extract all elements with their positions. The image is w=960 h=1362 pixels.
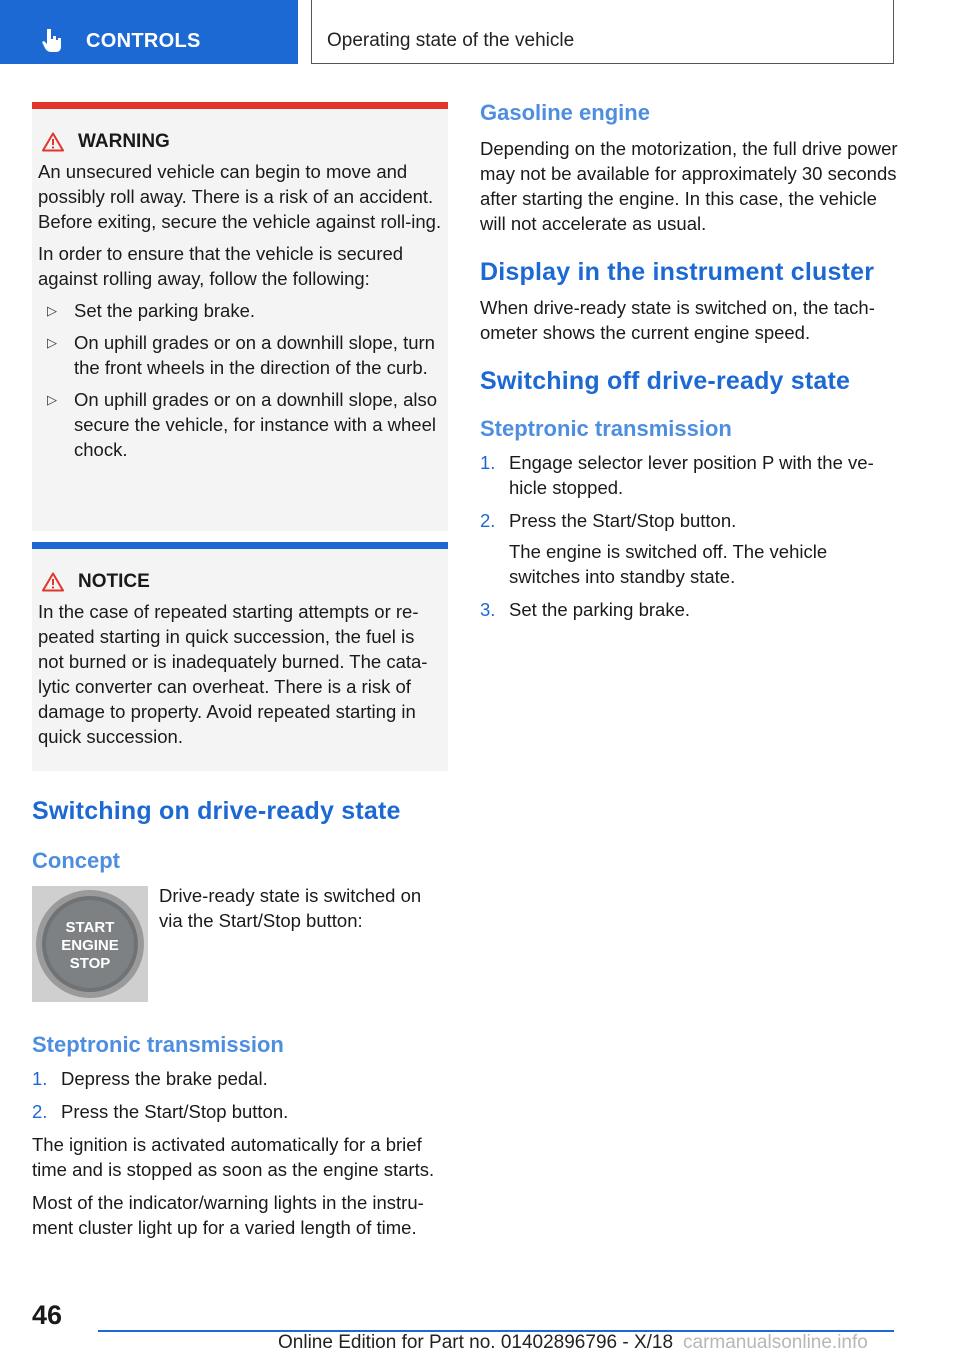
page-number: 46	[32, 1300, 63, 1330]
list-item	[38, 387, 442, 462]
step-number: 2.	[480, 510, 496, 531]
list-item	[480, 597, 900, 622]
triangle-bullet-icon: ▷	[47, 335, 57, 350]
heading-display: Display in the instrument cluster	[480, 258, 875, 286]
notice-box	[32, 542, 448, 771]
notice-title	[42, 571, 442, 593]
list-item-text: On uphill grades or on a downhill slope, turn the front wheels in the direction of the curb.	[74, 332, 435, 378]
list-item	[480, 450, 900, 500]
watermark: carmanualsonline.info	[683, 1332, 868, 1353]
step-number: 2.	[32, 1101, 48, 1122]
section-label: CONTROLS	[86, 30, 201, 52]
list-item-text: Set the parking brake.	[74, 300, 255, 321]
notice-title-text: NOTICE	[78, 571, 150, 592]
heading-steptronic-off: Steptronic transmission	[480, 416, 732, 441]
step-text: Press the Start/Stop button.	[61, 1101, 289, 1122]
step-number: 3.	[480, 599, 496, 620]
gasoline-text: Depending on the motorization, the full drive power may not be available for approximately 30 seconds after starting the engine. In this case, the vehicle will not accelerate as usual.	[480, 138, 898, 234]
warning-triangle-icon	[42, 572, 64, 592]
start-stop-button-image	[32, 886, 148, 1002]
heading-switch-off: Switching off drive-ready state	[480, 367, 851, 395]
list-item	[32, 1099, 448, 1124]
display-text: When drive-ready state is switched on, the tach-ometer shows the current engine speed.	[480, 297, 875, 343]
step-text: Set the parking brake.	[509, 599, 690, 620]
header-title-box	[311, 0, 894, 64]
warning-box	[32, 102, 448, 531]
step-text: Engage selector lever position P with the ve-hicle stopped.	[509, 452, 874, 498]
triangle-bullet-icon: ▷	[47, 303, 57, 318]
heading-gasoline: Gasoline engine	[480, 100, 650, 125]
warning-title	[42, 131, 442, 153]
warning-list	[38, 298, 442, 462]
warning-text-2: In order to ensure that the vehicle is secured against rolling away, follow the following:	[38, 243, 404, 289]
indicator-text: Most of the indicator/warning lights in the instru-ment cluster light up for a varied length of time.	[32, 1192, 424, 1238]
left-column	[32, 102, 448, 1240]
ignition-text: The ignition is activated automatically for a brief time and is stopped as soon as the engine starts.	[32, 1134, 435, 1180]
step-text: Depress the brake pedal.	[61, 1068, 268, 1089]
triangle-bullet-icon: ▷	[47, 392, 57, 407]
footer-edition: Online Edition for Part no. 01402896796 - X/18	[278, 1332, 674, 1353]
hand-pointer-icon	[40, 27, 66, 53]
step-number: 1.	[32, 1068, 48, 1089]
switch-on-steps	[32, 1066, 448, 1124]
concept-text: Drive-ready state is switched on via the Start/Stop button:	[159, 885, 422, 931]
list-item-text: On uphill grades or on a downhill slope, also secure the vehicle, for instance with a wheel chock.	[74, 389, 438, 460]
list-item	[38, 330, 442, 380]
button-label-line: STOP	[69, 955, 111, 972]
section-tab[interactable]	[0, 0, 298, 64]
list-item	[480, 508, 900, 589]
button-label-line: ENGINE	[61, 937, 119, 954]
heading-steptronic-on: Steptronic transmission	[32, 1032, 284, 1057]
notice-text: In the case of repeated starting attempts or re-peated starting in quick succession, the fuel is not burned or is inadequately burned. The cata-lytic converter can overheat. There is a risk of damage to property. Avoid repeated starting in quick succession.	[38, 601, 428, 747]
step-note: The engine is switched off. The vehicle switches into standby state.	[509, 541, 828, 587]
right-column	[480, 100, 900, 630]
warning-title-text: WARNING	[78, 131, 170, 152]
concept-row	[32, 886, 448, 1002]
switch-off-steps	[480, 450, 900, 622]
step-number: 1.	[480, 452, 496, 473]
button-label	[32, 919, 148, 973]
list-item	[38, 298, 442, 323]
heading-concept: Concept	[32, 848, 120, 873]
list-item	[32, 1066, 448, 1091]
warning-triangle-icon	[42, 132, 64, 152]
button-label-line: START	[65, 919, 115, 936]
warning-text-1: An unsecured vehicle can begin to move and possibly roll away. There is a risk of an accident. Before exiting, secure the vehicle against roll-ing.	[38, 161, 442, 232]
page-title: Operating state of the vehicle	[327, 30, 575, 51]
step-text: Press the Start/Stop button.	[509, 510, 737, 531]
heading-switch-on: Switching on drive-ready state	[32, 797, 401, 825]
